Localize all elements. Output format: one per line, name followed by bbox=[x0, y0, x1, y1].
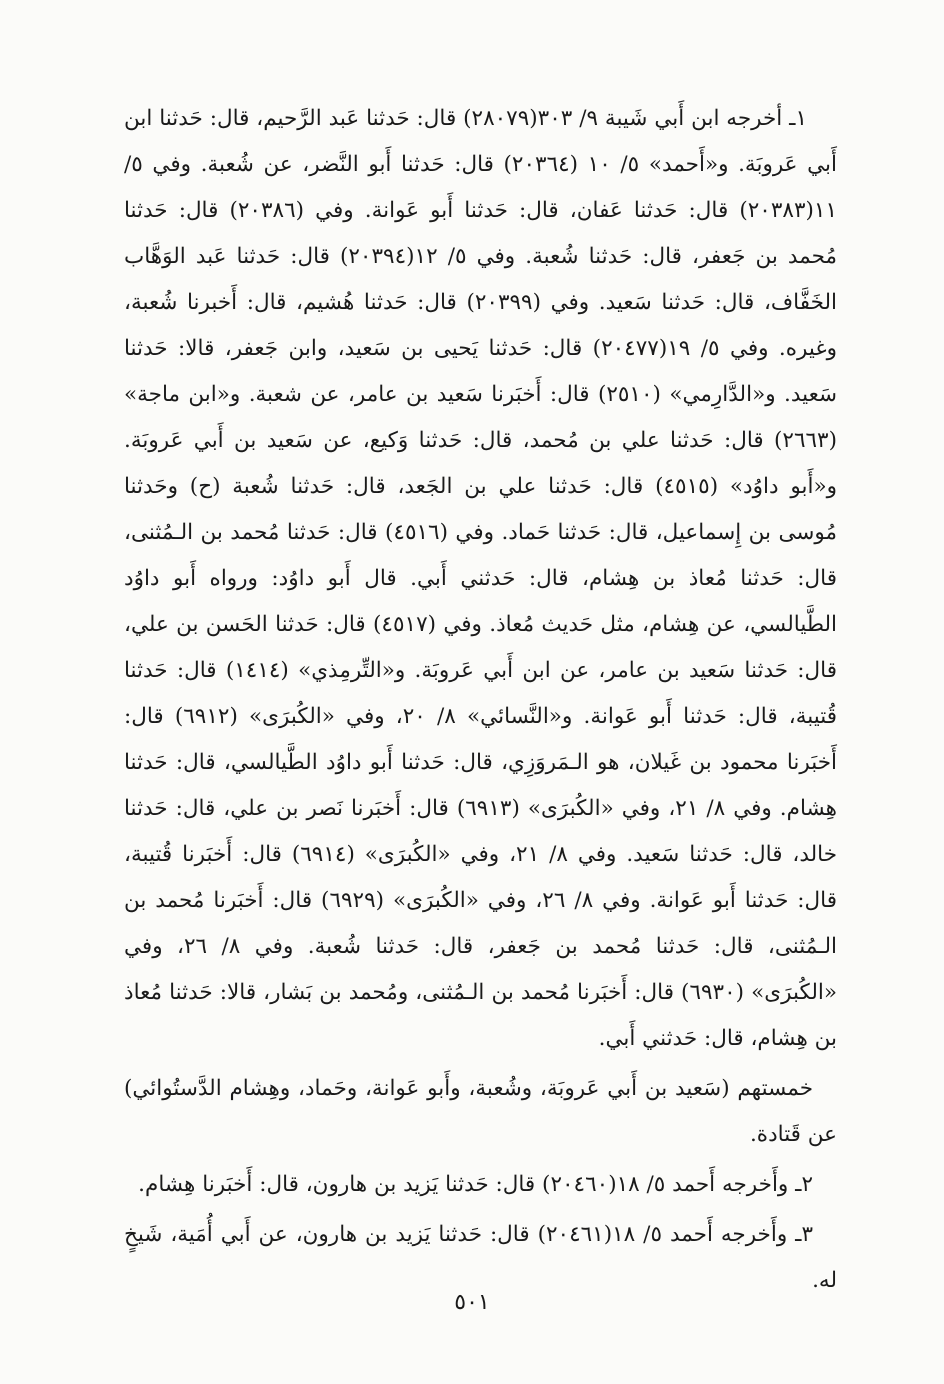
paragraph-summary: خمستهم (سَعيد بن أَبي عَروبَة، وشُعبة، وأَبو عَوانة، وحَماد، وهِشام الدَّستُوائي) عن قَتادة. bbox=[124, 1076, 837, 1147]
paragraph-takhrij-1: ١ـ أخرجه ابن أَبي شَيبة ٩/ ٣٠٣(٢٨٠٧٩) قال: حَدثنا عَبد الرَّحيم، قال: حَدثنا ابن أَبي عَروبَة. و«أَحمد» ٥/ ١٠ (٢٠٣٦٤) قال: حَدثنا أَبو النَّضر، عن شُعبة. وفي ٥/ ١١(٢٠٣٨٣) قال: حَدثنا عَفان، قال: حَدثنا أَبو عَوانة. وفي (٢٠٣٨٦) قال: حَدثنا مُحمد بن جَعفر، قال: حَدثنا شُعبة. وفي ٥/ ١٢(٢٠٣٩٤) قال: حَدثنا عَبد الوَهَّاب الخَفَّاف، قال: حَدثنا سَعيد. وفي (٢٠٣٩٩) قال: حَدثنا هُشيم، قال: أَخبرنا شُعبة، وغيره. وفي ٥/ ١٩(٢٠٤٧٧) قال: حَدثنا يَحيى بن سَعيد، وابن جَعفر، قالا: حَدثنا سَعيد. و«الدَّارِمي» (٢٥١٠) قال: أَخبَرنا سَعيد بن عامر، عن شعبة. و«ابن ماجة» (٢٦٦٣) قال: حَدثنا علي بن مُحمد، قال: حَدثنا وَكيع، عن سَعيد بن أَبي عَروبَة. و«أَبو داوُد» (٤٥١٥) قال: حَدثنا علي بن الجَعد، قال: حَدثنا شُعبة (ح) وحَدثنا مُوسى بن إِسماعيل، قال: حَدثنا حَماد. وفي (٤٥١٦) قال: حَدثنا مُحمد بن الـمُثنى، قال: حَدثنا مُعاذ بن هِشام، قال: حَدثني أَبي. قال أَبو داوُد: ورواه أَبو داوُد الطَّيالسي، عن هِشام، مثل حَديث مُعاذ. وفي (٤٥١٧) قال: حَدثنا الحَسن بن علي، قال: حَدثنا سَعيد بن عامر، عن ابن أَبي عَروبَة. و«التِّرمِذي» (١٤١٤) قال: حَدثنا قُتيبة، قال: حَدثنا أَبو عَوانة. و«النَّسائي» ٨/ ٢٠، وفي «الكُبرَى» (٦٩١٢) قال: أَخبَرنا محمود بن غَيلان، هو الـمَروَزِي، قال: حَدثنا أَبو داوُد الطَّيالسي، قال: حَدثنا هِشام. وفي ٨/ ٢١، وفي «الكُبرَى» (٦٩١٣) قال: أَخبَرنا نَصر بن علي، قال: حَدثنا خالد، قال: حَدثنا سَعيد. وفي ٨/ ٢١، وفي «الكُبرَى» (٦٩١٤) قال: أَخبَرنا قُتيبة، قال: حَدثنا أَبو عَوانة. وفي ٨/ ٢٦، وفي «الكُبرَى» (٦٩٢٩) قال: أَخبَرنا مُحمد بن الـمُثنى، قال: حَدثنا مُحمد بن جَعفر، قال: حَدثنا شُعبة. وفي ٨/ ٢٦، وفي «الكُبرَى» (٦٩٣٠) قال: أَخبَرنا مُحمد بن الـمُثنى، ومُحمد بن بَشار، قالا: حَدثنا مُعاذ بن هِشام، قال: حَدثني أَبي. bbox=[124, 106, 838, 1051]
page-body bbox=[124, 96, 837, 1304]
page-number: ٥٠١ bbox=[454, 1290, 490, 1315]
paragraph-takhrij-3: ٣ـ وأَخرجه أَحمد ٥/ ١٨(٢٠٤٦١) قال: حَدثنا يَزيد بن هارون، عن أَبي أُمَية، شَيخٍ له. bbox=[124, 1222, 837, 1293]
paragraph-takhrij-2: ٢ـ وأَخرجه أَحمد ٥/ ١٨(٢٠٤٦٠) قال: حَدثنا يَزيد بن هارون، قال: أَخبَرنا هِشام. bbox=[138, 1172, 813, 1197]
